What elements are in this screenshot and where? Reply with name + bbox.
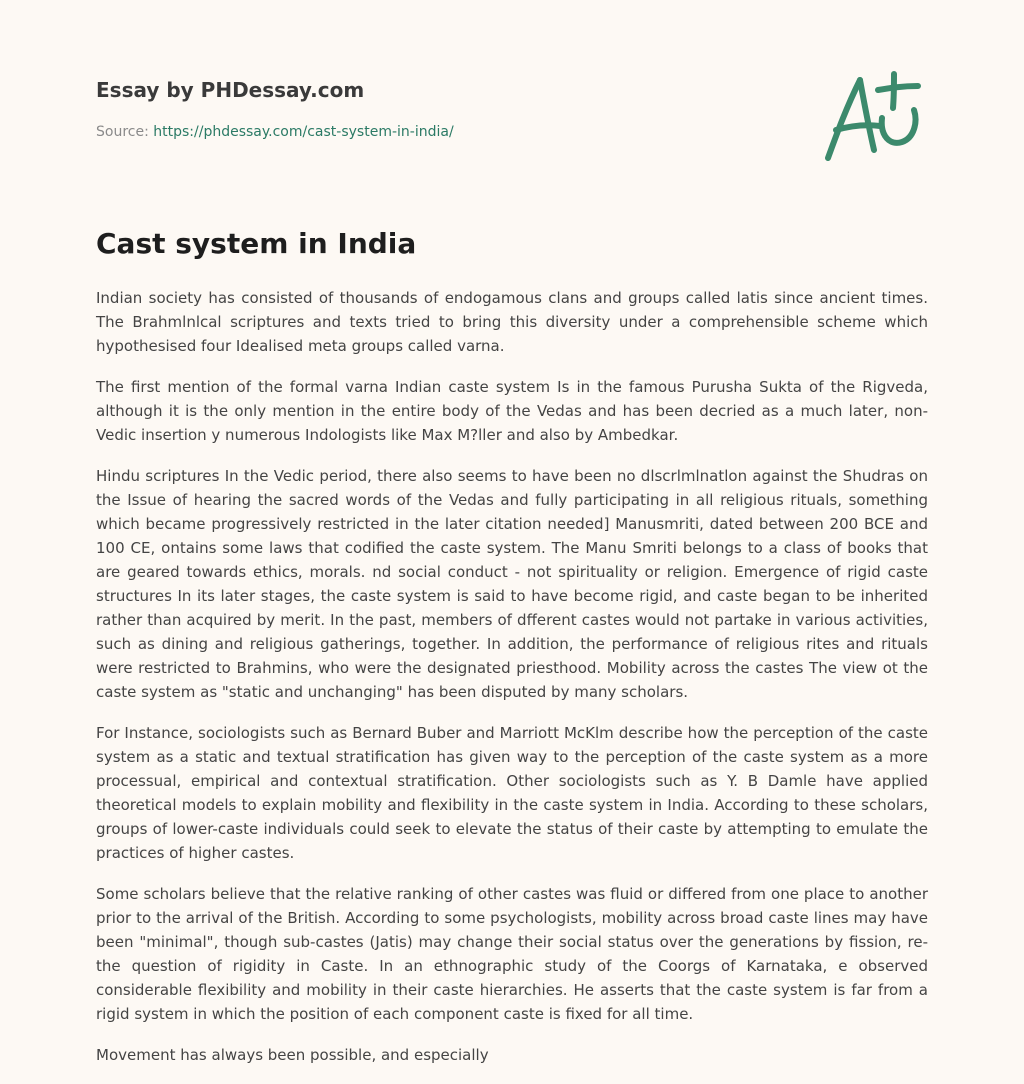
a-right-stroke (860, 80, 874, 150)
hook-curve (882, 110, 916, 143)
a-plus-grade-icon (818, 66, 928, 166)
paragraph: Hindu scriptures In the Vedic period, there also seems to have been no dlscrlmlnatlon against the Shudras on the Issue of hearing the sacred words of the Vedas and fully participating in all religious rituals, something which became progressively restricted in the later citation needed] Manusmriti, dated between 200 BCE and 100 CE, ontains some laws that codified the caste system. The Manu Smriti belongs to a class of books that are geared towards ethics, morals. nd social conduct - not spirituality or religion. Emergence of rigid caste structures In its later stages, the caste system is said to have become rigid, and caste began to be inherited rather than acquired by merit. In the past, members of dfferent castes would not partake in various activities, such as dining and religious gatherings, together. In addition, the performance of religious rites and rituals were restricted to Brahmins, who were the designated priesthood. Mobility across the castes The view ot the caste system as "static and unchanging" has been disputed by many scholars. (96, 467, 928, 701)
paragraph: For Instance, sociologists such as Bernard Buber and Marriott McKlm describe how the perception of the caste system as a static and textual stratification has given way to the perception of the caste system as a more processual, empirical and contextual stratification. Other sociologists such as Y. B Damle have applied theoretical models to explain mobility and flexibility in the caste system in India. According to these scholars, groups of lower-caste individuals could seek to elevate the status of their caste by attempting to emulate the practices of higher castes. (96, 724, 928, 862)
source-label: Source: (96, 124, 154, 140)
a-crossbar (836, 125, 880, 130)
site-title: Essay by PHDessay.com (96, 78, 365, 102)
essay-title: Cast system in India (96, 227, 417, 260)
a-left-stroke (828, 80, 860, 158)
paragraph: The first mention of the formal varna Indian caste system Is in the famous Purusha Sukta of the Rigveda, although it is the only mention in the entire body of the Vedas and has been decried as a much later, non-Vedic insertion y numerous Indologists like Max M?ller and also by Ambedkar. (96, 378, 928, 444)
paragraph: Movement has always been possible, and especially (96, 1046, 489, 1064)
paragraph: Indian society has consisted of thousands of endogamous clans and groups called latis since ancient times. The Brahmlnlcal scriptures and texts tried to bring this diversity under a comprehensible scheme which hypothesised four Idealised meta groups called varna. (96, 289, 928, 355)
source-line (96, 122, 796, 142)
plus-vertical (893, 74, 894, 108)
source-link[interactable]: https://phdessay.com/cast-system-in-india/ (153, 124, 454, 140)
paragraph: Some scholars believe that the relative ranking of other castes was fluid or differed from one place to another prior to the arrival of the British. According to some psychologists, mobility across broad caste lines may have been "minimal", though sub-castes (Jatis) may change their social status over the generations by fission, re- the question of rigidity in Caste. In an ethnographic study of the Coorgs of Karnataka, e observed considerable flexibility and mobility in their caste hierarchies. He asserts that the caste system is far from a rigid system in which the position of each component caste is fixed for all time. (96, 885, 928, 1023)
plus-horizontal (878, 86, 918, 90)
a-plus-logo-svg (818, 66, 928, 166)
page-header (96, 76, 796, 142)
essay-body (96, 286, 928, 1084)
